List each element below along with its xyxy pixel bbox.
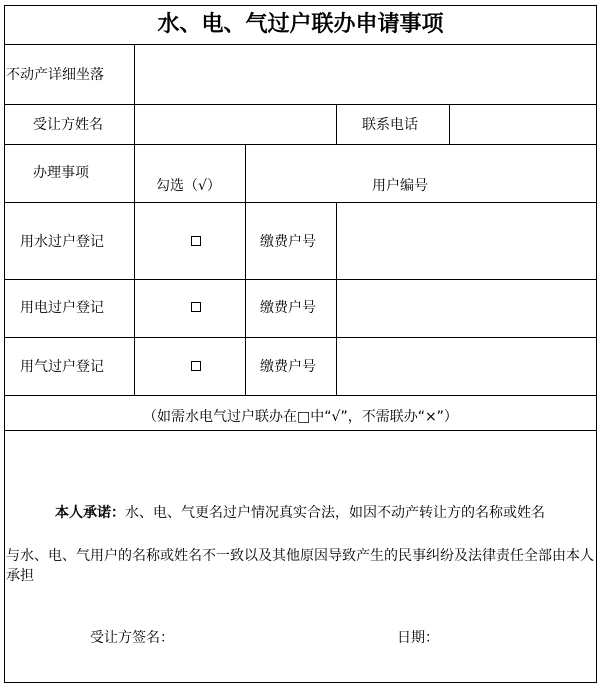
gas-item-label: 用气过户登记: [20, 359, 104, 375]
date-label: 日期：: [397, 630, 439, 646]
instruction-note: （如需水电气过户联办在□中“√”，不需联办“×”）: [143, 409, 458, 425]
column-divider: [336, 104, 337, 144]
water-item-label: 用水过户登记: [20, 234, 104, 250]
transferee-name-label: 受让方姓名: [33, 117, 103, 133]
row-divider: [4, 337, 597, 338]
commitment-heading: 本人承诺：: [55, 505, 125, 521]
row-divider: [4, 395, 597, 396]
row-divider: [4, 104, 597, 105]
form-title: 水、电、气过户联办申请事项: [157, 11, 444, 37]
user-number-label: 用户编号: [372, 178, 428, 194]
electricity-checkbox[interactable]: [191, 302, 201, 312]
commitment-text-1: 水、电、气更名过户情况真实合法，如因不动产转让方的名称或姓名: [125, 505, 545, 521]
column-divider: [245, 144, 246, 395]
electricity-item-label: 用电过户登记: [20, 300, 104, 316]
row-divider: [4, 202, 597, 203]
column-divider: [336, 202, 337, 395]
transferee-signature-label: 受让方签名：: [90, 630, 174, 646]
check-label: 勾选（√）: [156, 178, 221, 194]
electricity-field-label: 缴费户号: [260, 300, 316, 316]
gas-checkbox[interactable]: [191, 361, 201, 371]
contact-phone-label: 联系电话: [362, 117, 418, 133]
commitment-line1: [55, 503, 595, 523]
column-divider: [449, 104, 450, 144]
property-address-label: 不动产详细坐落: [6, 67, 104, 83]
gas-field-label: 缴费户号: [260, 359, 316, 375]
water-checkbox[interactable]: [191, 236, 201, 246]
row-divider: [4, 430, 597, 431]
column-divider: [134, 44, 135, 395]
row-divider: [4, 279, 597, 280]
row-divider: [4, 44, 597, 45]
row-divider: [4, 144, 597, 145]
items-label: 办理事项: [33, 165, 89, 181]
water-field-label: 缴费户号: [260, 234, 316, 250]
commitment-line2: 与水、电、气用户的名称或姓名不一致以及其他原因导致产生的民事纠纷及法律责任全部由本人承担: [6, 548, 594, 584]
